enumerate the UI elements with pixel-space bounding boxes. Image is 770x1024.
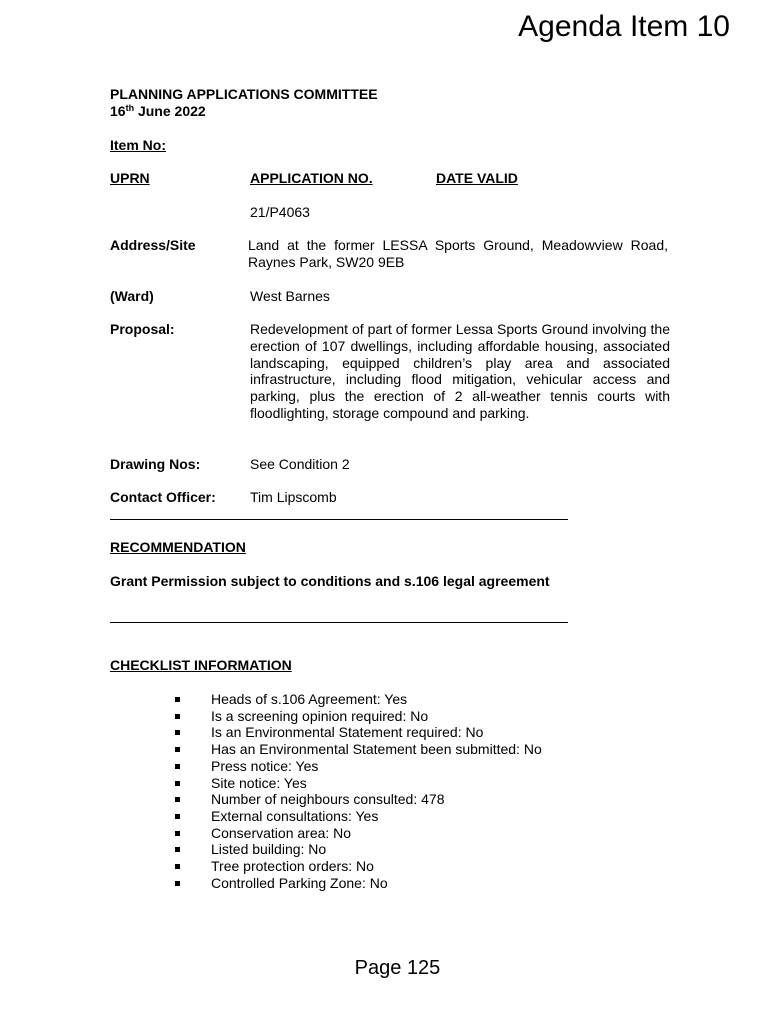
list-item-text: Conservation area: No xyxy=(211,824,352,841)
list-item-text: Site notice: Yes xyxy=(211,774,307,791)
meeting-date-suffix: th xyxy=(125,103,135,113)
drawing-nos-value: See Condition 2 xyxy=(250,456,350,472)
divider xyxy=(110,519,568,520)
bullet-icon xyxy=(175,764,180,769)
committee-title: PLANNING APPLICATIONS COMMITTEE xyxy=(110,86,378,102)
item-no-label: Item No: xyxy=(110,137,166,153)
divider xyxy=(110,622,568,623)
bullet-icon xyxy=(175,697,180,702)
application-no-value: 21/P4063 xyxy=(250,204,310,220)
list-item-text: Heads of s.106 Agreement: Yes xyxy=(211,691,408,707)
list-item xyxy=(175,808,542,825)
list-item xyxy=(175,858,542,875)
list-item-text: Listed building: No xyxy=(211,841,327,858)
list-item xyxy=(175,758,542,775)
ward-label: (Ward) xyxy=(110,288,154,304)
meeting-date-day: 16 xyxy=(110,103,126,119)
uprn-header: UPRN xyxy=(110,170,150,186)
list-item-text: Press notice: Yes xyxy=(211,757,319,774)
bullet-icon xyxy=(175,797,180,802)
bullet-icon xyxy=(175,714,180,719)
list-item-text: Tree protection orders: No xyxy=(211,858,374,875)
proposal-label: Proposal: xyxy=(110,321,175,337)
bullet-icon xyxy=(175,864,180,869)
list-item-text: Is a screening opinion required: No xyxy=(211,707,429,724)
agenda-item-heading: Agenda Item 10 xyxy=(518,10,730,43)
date-valid-header: DATE VALID xyxy=(436,170,518,186)
application-no-header: APPLICATION NO. xyxy=(250,170,373,186)
bullet-icon xyxy=(175,831,180,836)
list-item xyxy=(175,724,542,741)
list-item-text: Is an Environmental Statement required: No xyxy=(211,724,484,741)
contact-officer-value: Tim Lipscomb xyxy=(250,489,337,505)
checklist-heading: CHECKLIST INFORMATION xyxy=(110,657,292,673)
bullet-icon xyxy=(175,847,180,852)
proposal-value: Redevelopment of part of former Lessa Sports Ground involving the erection of 107 dwellings, including affordable housing, associated landscaping, equipped children’s play area and associated infrastructure, including flood mitigation, vehicular access and parking, plus the erection of 2 all-weather tennis courts with floodlighting, storage compound and parking. xyxy=(250,321,670,421)
list-item xyxy=(175,741,542,758)
list-item-text: Has an Environmental Statement been submitted: No xyxy=(211,741,542,758)
recommendation-text: Grant Permission subject to conditions and s.106 legal agreement xyxy=(110,573,550,589)
list-item xyxy=(175,691,542,708)
page-number-text: Page 125 xyxy=(354,957,441,979)
meeting-date xyxy=(110,103,206,120)
bullet-icon xyxy=(175,814,180,819)
checklist xyxy=(175,691,542,891)
list-item xyxy=(175,708,542,725)
list-item xyxy=(175,875,542,892)
address-value: Land at the former LESSA Sports Ground, Meadowview Road, Raynes Park, SW20 9EB xyxy=(248,237,668,270)
contact-officer-label: Contact Officer: xyxy=(110,489,216,505)
bullet-icon xyxy=(175,781,180,786)
list-item xyxy=(175,775,542,792)
bullet-icon xyxy=(175,747,180,752)
drawing-nos-label: Drawing Nos: xyxy=(110,456,201,472)
list-item-text: External consultations: Yes xyxy=(211,807,379,824)
list-item-text: Number of neighbours consulted: 478 xyxy=(211,791,445,808)
recommendation-heading: RECOMMENDATION xyxy=(110,539,246,555)
bullet-icon xyxy=(175,881,180,886)
list-item xyxy=(175,825,542,842)
list-item-text: Controlled Parking Zone: No xyxy=(211,874,388,891)
page-number xyxy=(0,957,770,980)
list-item xyxy=(175,791,542,808)
list-item xyxy=(175,841,542,858)
bullet-icon xyxy=(175,730,180,735)
meeting-date-rest: June 2022 xyxy=(134,103,206,119)
ward-value: West Barnes xyxy=(250,288,330,304)
address-label: Address/Site xyxy=(110,237,196,253)
